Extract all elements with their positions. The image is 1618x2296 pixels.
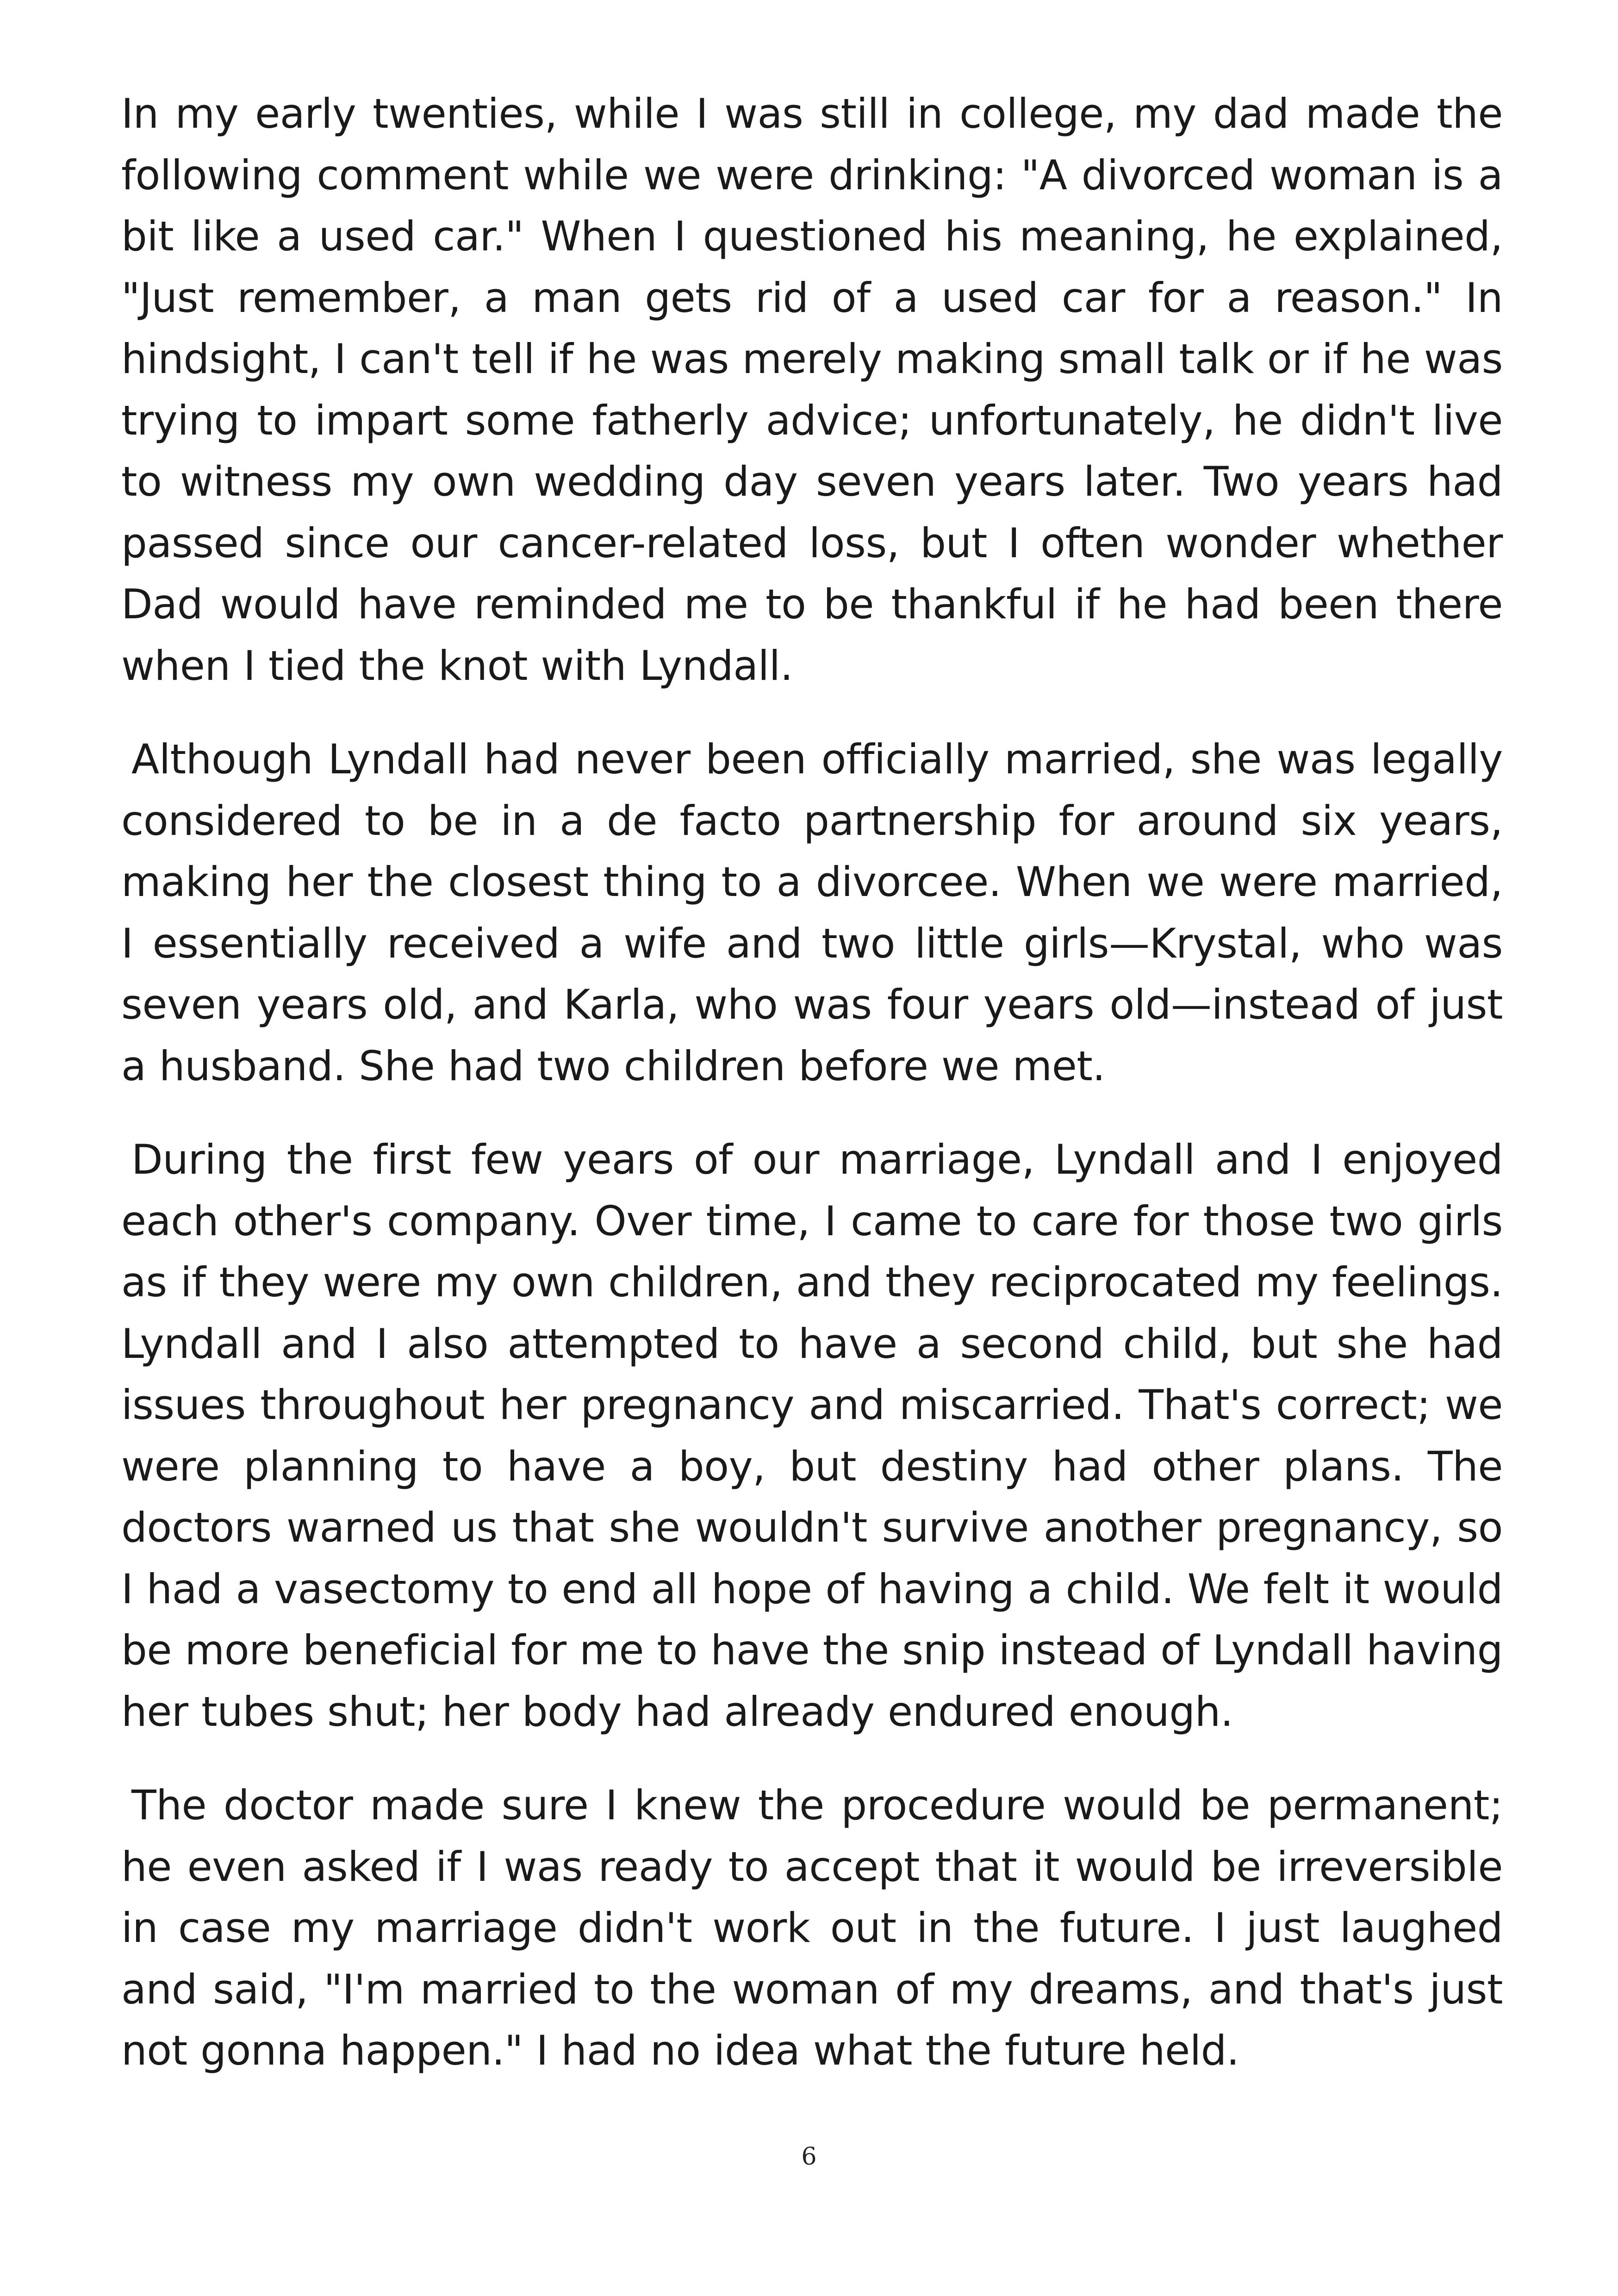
paragraph-1: In my early twenties, while I was still in college, my dad made the following comment while we were drinking: "A divorced woman is a bit like a used car." When I questioned his meaning, he explained, "Just remember, a man gets rid of a used car for a reason." In hindsight, I can't tell if he was merely making small talk or if he was trying to impart some fatherly advice; unfortunately, he didn't live to witness my own wedding day seven years later. Two years had passed since our cancer-related loss, but I often wonder whether Dad would have reminded me to be thankful if he had been there when I tied the knot with Lyndall.	[121, 90, 1503, 690]
paragraph-2: Although Lyndall had never been officially married, she was legally considered to be in a de facto partnership for around six years, making her the closest thing to a divorcee. When we were married, I essentially received a wife and two little girls—Krystal, who was seven years old, and Karla, who was four years old—instead of just a husband. She had two children before we met.	[121, 735, 1503, 1090]
paragraph-4: The doctor made sure I knew the procedure would be permanent; he even asked if I was ready to accept that it would be irreversible in case my marriage didn't work out in the future. I just laughed and said, "I'm married to the woman of my dreams, and that's just not gonna happen." I had no idea what the future held.	[121, 1781, 1503, 2074]
paragraph-3: During the first few years of our marriage, Lyndall and I enjoyed each other's company. Over time, I came to care for those two girls as if they were my own children, and they reciprocated my feelings. Lyndall and I also attempted to have a second child, but she had issues throughout her pregnancy and miscarried. That's correct; we were planning to have a boy, but destiny had other plans. The doctors warned us that she wouldn't survive another pregnancy, so I had a vasectomy to end all hope of having a child. We felt it would be more beneficial for me to have the snip instead of Lyndall having her tubes shut; her body had already endured enough.	[121, 1136, 1503, 1736]
page-number: 6	[801, 2143, 817, 2171]
body-text	[121, 83, 1503, 2114]
